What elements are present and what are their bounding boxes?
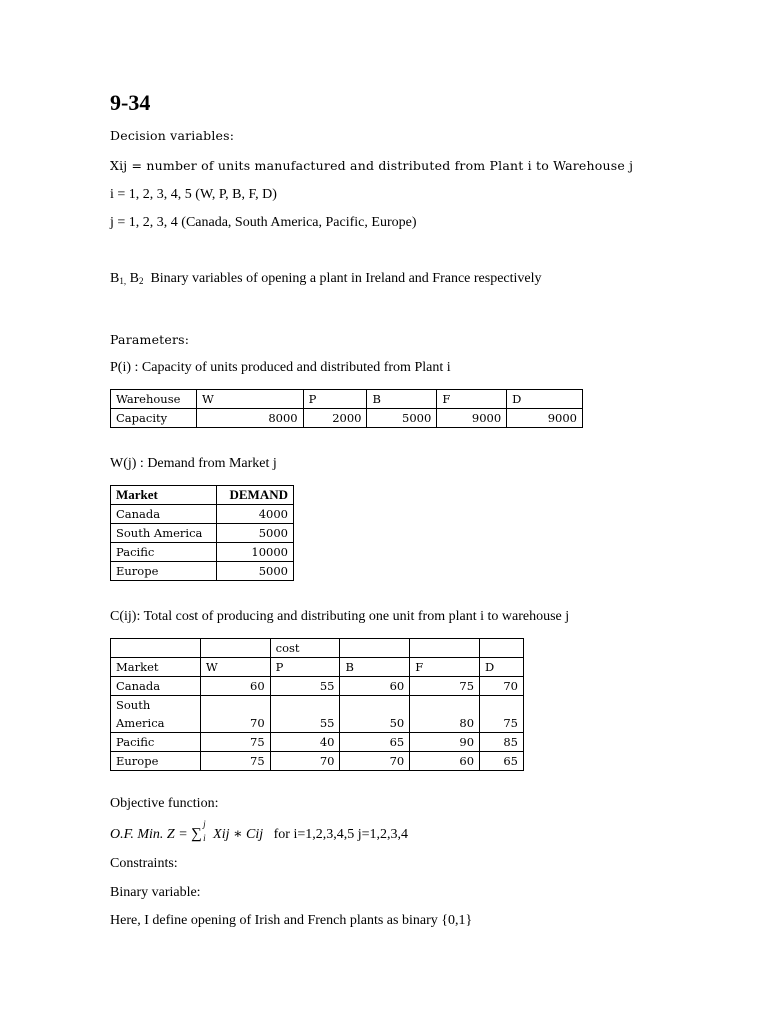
- binary-variables-line: [110, 271, 542, 287]
- table-row: [111, 752, 524, 771]
- cost-value-cell: 60: [200, 677, 270, 696]
- cost-value-cell: 70: [340, 752, 410, 771]
- capacity-header-cell: P: [303, 390, 367, 409]
- capacity-value-cell: 9000: [437, 409, 507, 428]
- demand-value-cell: 4000: [217, 505, 294, 524]
- objective-prefix: O.F. Min. Z =: [110, 827, 192, 842]
- page-title: 9-34: [110, 90, 151, 115]
- cost-header-cell: D: [480, 658, 524, 677]
- cost-header-cell: P: [270, 658, 340, 677]
- cost-header-row: [111, 658, 524, 677]
- capacity-table: [110, 389, 583, 428]
- capacity-header-cell: D: [507, 390, 583, 409]
- objective-expression: Xij ∗ Cij: [213, 827, 264, 842]
- cost-value-cell: 40: [270, 733, 340, 752]
- demand-market-cell: Pacific: [111, 543, 217, 562]
- cost-value-cell: 75: [480, 696, 524, 733]
- cost-value-cell: 60: [340, 677, 410, 696]
- cost-value-cell: 65: [480, 752, 524, 771]
- demand-label: W(j) : Demand from Market j: [110, 456, 277, 471]
- binary-b2: $B_2$: [129, 271, 144, 286]
- demand-header-row: [111, 486, 294, 505]
- cost-value-cell: 75: [200, 752, 270, 771]
- cost-value-cell: 55: [270, 677, 340, 696]
- table-row: [111, 562, 294, 581]
- capacity-header-row: [111, 390, 583, 409]
- cost-header-cell: W: [200, 658, 270, 677]
- i-definition: i = 1, 2, 3, 4, 5 (W, P, B, F, D): [110, 187, 277, 202]
- cost-market-cell: Europe: [111, 752, 201, 771]
- cost-value-cell: 80: [410, 696, 480, 733]
- capacity-row-label: Capacity: [111, 409, 197, 428]
- demand-value-cell: 10000: [217, 543, 294, 562]
- j-definition: j = 1, 2, 3, 4 (Canada, South America, Pacific, Europe): [110, 215, 417, 230]
- table-row: [111, 733, 524, 752]
- binary-variables-text: Binary variables of opening a plant in Ireland and France respectively: [150, 271, 542, 286]
- objective-function: [110, 819, 409, 843]
- table-row: [111, 543, 294, 562]
- cost-value-cell: 55: [270, 696, 340, 733]
- cost-market-cell: South America: [111, 696, 201, 733]
- parameters-label: Parameters:: [110, 332, 190, 347]
- cost-label: C(ij): Total cost of producing and distributing one unit from plant i to warehouse j: [110, 609, 570, 624]
- cost-value-cell: 60: [410, 752, 480, 771]
- objective-suffix: for i=1,2,3,4,5 j=1,2,3,4: [273, 827, 409, 842]
- cost-value-cell: 90: [410, 733, 480, 752]
- capacity-label: P(i) : Capacity of units produced and distributed from Plant i: [110, 360, 451, 375]
- capacity-value-cell: 8000: [196, 409, 303, 428]
- demand-market-cell: South America: [111, 524, 217, 543]
- demand-market-cell: Europe: [111, 562, 217, 581]
- cost-group-header-row: [111, 639, 524, 658]
- demand-header-demand: DEMAND: [217, 486, 294, 505]
- cost-value-cell: 65: [340, 733, 410, 752]
- cost-market-cell: Canada: [111, 677, 201, 696]
- capacity-header-cell: B: [367, 390, 437, 409]
- capacity-value-cell: 9000: [507, 409, 583, 428]
- cost-value-cell: 70: [480, 677, 524, 696]
- demand-market-cell: Canada: [111, 505, 217, 524]
- table-row: [111, 696, 524, 733]
- table-row: [111, 524, 294, 543]
- capacity-value-cell: 2000: [303, 409, 367, 428]
- cost-table: [110, 638, 524, 771]
- cost-value-cell: 75: [200, 733, 270, 752]
- cost-value-cell: 50: [340, 696, 410, 733]
- cost-header-cell: B: [340, 658, 410, 677]
- xij-definition: Xij = number of units manufactured and distributed from Plant i to Warehouse j: [110, 158, 634, 173]
- capacity-value-row: [111, 409, 583, 428]
- cost-value-cell: 75: [410, 677, 480, 696]
- objective-label: Objective function:: [110, 796, 219, 811]
- cost-header-cell: F: [410, 658, 480, 677]
- capacity-header-cell: W: [196, 390, 303, 409]
- binary-b1: $B_{1,}$: [110, 271, 127, 286]
- capacity-header-cell: F: [437, 390, 507, 409]
- demand-header-market: Market: [111, 486, 217, 505]
- constraints-label: Constraints:: [110, 856, 178, 871]
- demand-value-cell: 5000: [217, 562, 294, 581]
- binary-definition: Here, I define opening of Irish and French plants as binary {0,1}: [110, 913, 473, 928]
- cost-market-cell: Pacific: [111, 733, 201, 752]
- demand-table: [110, 485, 294, 581]
- capacity-value-cell: 5000: [367, 409, 437, 428]
- cost-header-cell: Market: [111, 658, 201, 677]
- table-row: [111, 677, 524, 696]
- table-row: [111, 505, 294, 524]
- cost-value-cell: 70: [200, 696, 270, 733]
- cost-value-cell: 70: [270, 752, 340, 771]
- sum-symbol: ∑ j i: [191, 819, 206, 843]
- cost-group-header: cost: [270, 639, 340, 658]
- decision-variables-label: Decision variables:: [110, 128, 235, 143]
- binary-variable-label: Binary variable:: [110, 885, 201, 900]
- capacity-header-cell: Warehouse: [111, 390, 197, 409]
- cost-value-cell: 85: [480, 733, 524, 752]
- demand-value-cell: 5000: [217, 524, 294, 543]
